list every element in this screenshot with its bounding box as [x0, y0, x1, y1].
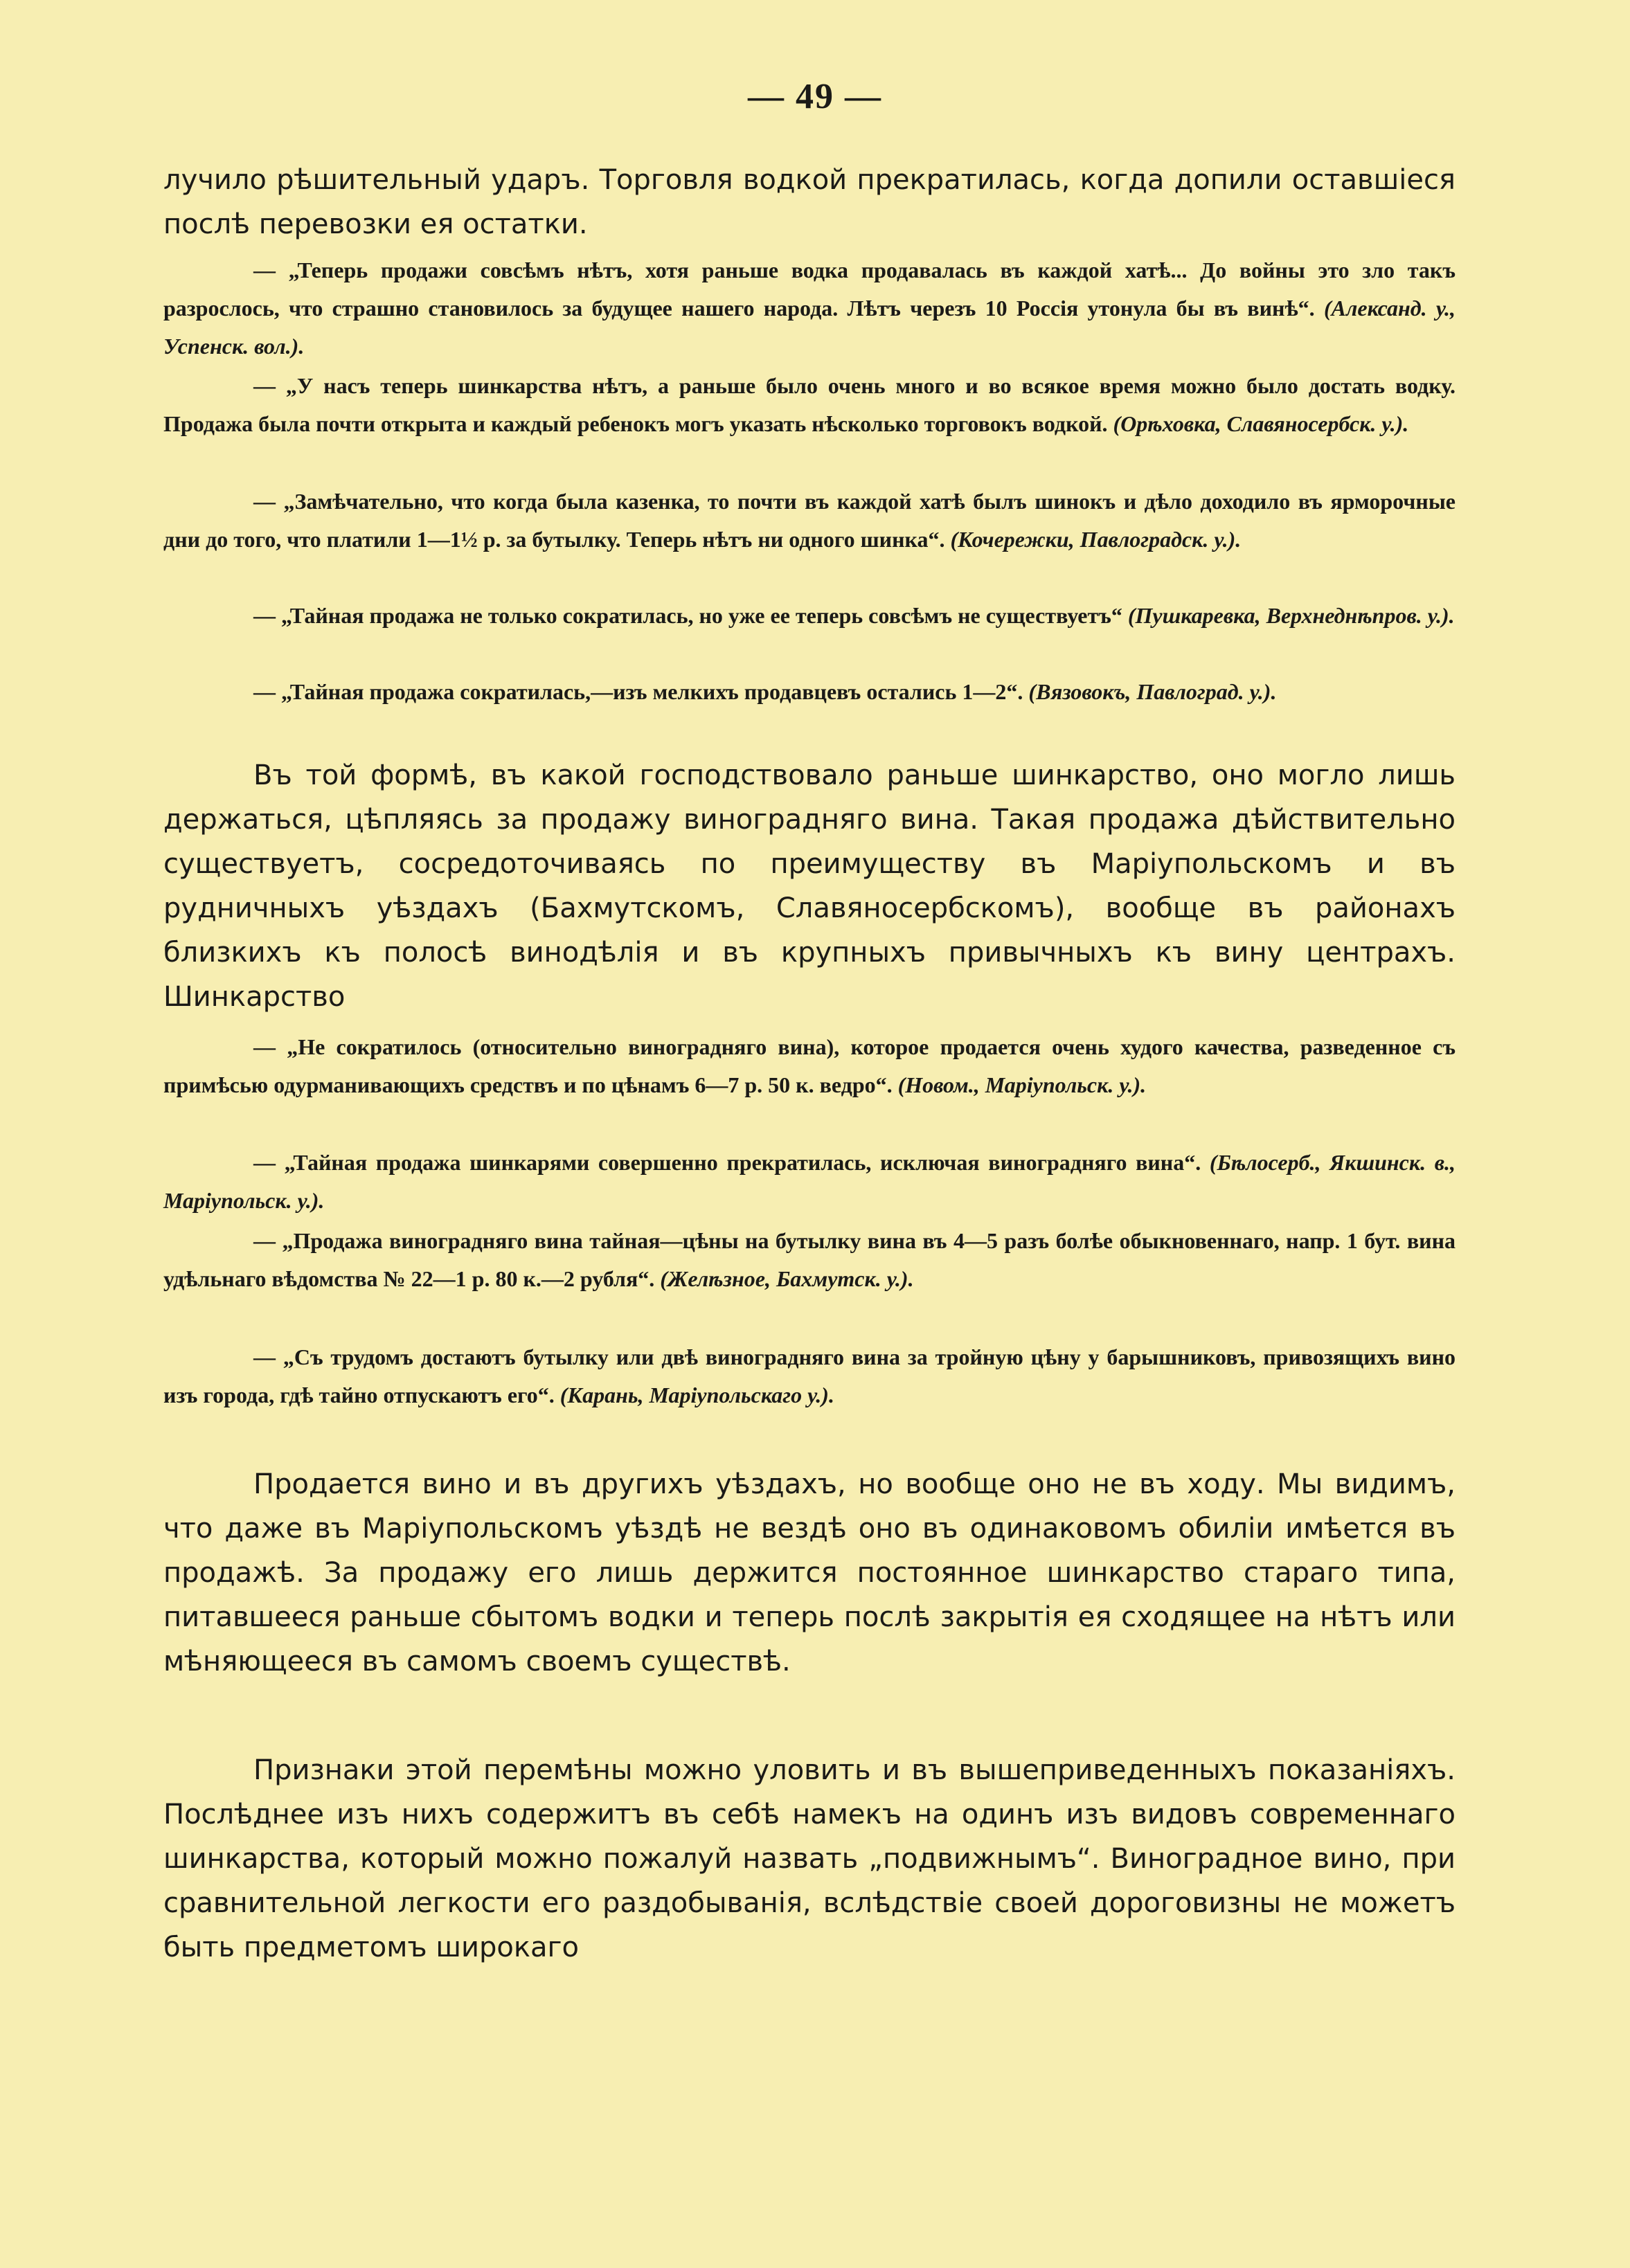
body-paragraph-4: [163, 1748, 1456, 1970]
page-number: — 49 —: [748, 77, 882, 116]
quote-source: (Орѣховка, Славяносербск. у.).: [1113, 411, 1409, 436]
quote-text: — „Продажа виноградняго вина тайная—цѣны на бутылку вина въ 4—5 разъ болѣе обыкновеннаго, напр. 1 бут. вина удѣльнаго вѣдомства № 22—1 р. 80 к.—2 рубля“.: [163, 1228, 1456, 1291]
quote-text: — „У насъ теперь шинкарства нѣтъ, а раньше было очень много и во всякое время можно было достать водку. Продажа была почти открыта и каждый ребенокъ могъ указать нѣсколько торговокъ водкой.: [163, 373, 1456, 436]
quote-2: [163, 367, 1456, 443]
paragraph-text: Признаки этой перемѣны можно уловить и въ вышеприведенныхъ показаніяхъ. Послѣднее изъ нихъ содержитъ въ себѣ намекъ на одинъ изъ видовъ современнаго шинкарства, который можно пожалуй назвать „подвижнымъ“. Виноградное вино, при сравнительной легкости его раздобыванія, вслѣдствіе своей дороговизны не можетъ быть предметомъ широкаго: [163, 1754, 1456, 1963]
quote-5: [163, 673, 1456, 711]
quote-source: (Бѣлосерб., Якшинск. в., Маріупольск. у.).: [163, 1150, 1456, 1213]
quote-text: — „Съ трудомъ достаютъ бутылку или двѣ виноградняго вина за тройную цѣну у барышниковъ, привозящихъ вино изъ города, гдѣ тайно отпускаютъ его“.: [163, 1344, 1456, 1407]
body-paragraph-1: [163, 158, 1456, 246]
quote-source: (Александ. у., Успенск. вол.).: [163, 296, 1456, 359]
paragraph-text: Продается вино и въ другихъ уѣздахъ, но вообще оно не въ ходу. Мы видимъ, что даже въ Маріупольскомъ уѣздѣ не вездѣ оно въ одинаковомъ обиліи имѣется въ продажѣ. За продажу его лишь держится постоянное шинкарство стараго типа, питавшееся раньше сбытомъ водки и теперь послѣ закрытія ея сходящее на нѣтъ или мѣняющееся въ самомъ своемъ существѣ.: [163, 1468, 1456, 1677]
quote-6: [163, 1028, 1456, 1104]
paragraph-text: Въ той формѣ, въ какой господствовало раньше шинкарство, оно могло лишь держаться, цѣпляясь за продажу виноградняго вина. Такая продажа дѣйствительно существуетъ, сосредоточиваясь по преимуществу въ Маріупольскомъ и въ рудничныхъ уѣздахъ (Бахмутскомъ, Славяносербскомъ), вообще въ районахъ близкихъ къ полосѣ винодѣлія и въ крупныхъ привычныхъ къ вину центрахъ. Шинкарство: [163, 759, 1456, 1013]
quote-text: — „Тайная продажа сократилась,—изъ мелкихъ продавцевъ остались 1—2“.: [253, 679, 1023, 704]
quote-text: — „Теперь продажи совсѣмъ нѣтъ, хотя раньше водка продавалась въ каждой хатѣ... До войны это зло такъ разрослось, что страшно становилось за будущее нашего народа. Лѣтъ черезъ 10 Россія утонула бы въ винѣ“.: [163, 258, 1456, 321]
quote-source: (Вязовокъ, Павлоград. у.).: [1028, 679, 1277, 704]
paragraph-text: лучило рѣшительный ударъ. Торговля водкой прекратилась, когда допили оставшіеся послѣ перевозки ея остатки.: [163, 164, 1456, 240]
body-paragraph-3: [163, 1462, 1456, 1684]
quote-text: — „Тайная продажа не только сократилась, но уже ее теперь совсѣмъ не существуетъ“: [253, 603, 1122, 628]
quote-3: [163, 483, 1456, 559]
quote-source: (Новом., Маріупольск. у.).: [897, 1072, 1147, 1097]
quote-source: (Карань, Маріупольскаго у.).: [559, 1383, 834, 1407]
quote-source: (Кочережки, Павлоградск. у.).: [950, 527, 1242, 552]
quote-text: — „Тайная продажа шинкарями совершенно прекратилась, исключая виноградняго вина“.: [253, 1150, 1201, 1175]
quote-text: — „Не сократилось (относительно виноградняго вина), которое продается очень худого качества, разведенное съ примѣсью одурманивающихъ средствъ и по цѣнамъ 6—7 р. 50 к. ведро“.: [163, 1034, 1456, 1097]
quote-4: [163, 597, 1456, 635]
quote-source: (Желѣзное, Бахмутск. у.).: [660, 1266, 914, 1291]
quote-1: [163, 251, 1456, 366]
quote-7: [163, 1144, 1456, 1220]
body-paragraph-2: [163, 753, 1456, 1019]
quote-8: [163, 1222, 1456, 1298]
quote-text: — „Замѣчательно, что когда была казенка, то почти въ каждой хатѣ былъ шинокъ и дѣло доходило въ ярморочные дни до того, что платили 1—1½ р. за бутылку. Теперь нѣтъ ни одного шинка“.: [163, 489, 1456, 552]
quote-9: [163, 1338, 1456, 1414]
quote-source: (Пушкаревка, Верхнеднѣпров. у.).: [1127, 603, 1455, 628]
